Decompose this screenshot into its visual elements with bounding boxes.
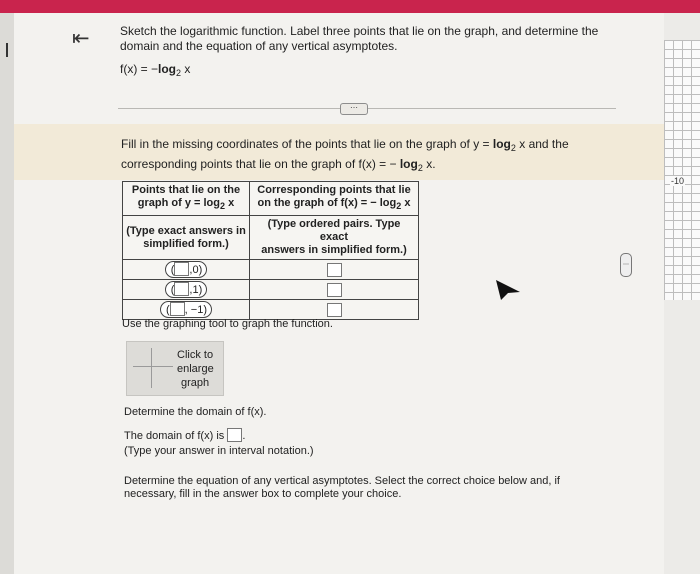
enlarge-line3: graph (181, 377, 210, 389)
domain-period: . (242, 430, 246, 442)
left-edge-mark (6, 43, 8, 57)
fill-text-a: Fill in the missing coordinates of the points that lie on the graph of y = (121, 137, 493, 151)
x-answer-box-3[interactable] (170, 302, 185, 316)
left-edge (0, 13, 14, 574)
graph-axis-icon (151, 348, 152, 388)
enlarge-graph-button[interactable] (126, 341, 224, 396)
fill-in-instruction (121, 136, 581, 176)
x-answer-box-1[interactable] (174, 262, 189, 276)
asymptote-question: Determine the equation of any vertical asymptotes. Select the correct choice below and, if necessary, fill in the answer box to complete your choice. (124, 475, 560, 500)
header1-line1: Points that lie on the (131, 184, 241, 196)
point-cell (123, 300, 250, 320)
domain-answer-line (124, 428, 245, 442)
points-table (122, 181, 419, 320)
function-log: log (158, 62, 177, 76)
mouse-cursor-icon (494, 278, 522, 302)
corresponding-answer-box-1[interactable] (327, 263, 342, 277)
top-bar (0, 0, 700, 13)
domain-hint: (Type your answer in interval notation.) (124, 445, 314, 457)
enlarge-line2: enlarge (177, 363, 214, 375)
header2-line2a: on the graph of f(x) = − log (257, 197, 397, 209)
point-pair: ( , −1) (160, 301, 212, 318)
point-y-1: ,0) (189, 264, 203, 276)
sub2-line1: (Type ordered pairs. Type exact (267, 218, 401, 243)
point-pair: ( ,0) (165, 261, 208, 278)
point-y-3: , −1) (184, 304, 207, 316)
fill-log-1: log (492, 137, 511, 151)
fill-base-1: 2 (510, 143, 516, 153)
subheader-left (123, 216, 250, 260)
domain-label: The domain of f(x) is (124, 430, 225, 442)
table-header-row (123, 182, 419, 216)
x-answer-box-2[interactable] (174, 282, 189, 296)
function-var: x (184, 62, 191, 76)
enlarge-line1: Click to (177, 349, 214, 361)
fill-base-2: 2 (417, 163, 423, 173)
header1-line2a: graph of y = log (137, 197, 220, 209)
corresponding-cell (250, 300, 419, 320)
sub1-line2: simplified form.) (143, 237, 229, 250)
table-row (123, 260, 419, 280)
corresponding-cell (250, 280, 419, 300)
graph-axis-icon (133, 366, 173, 367)
side-expand-button[interactable]: ⋯ (620, 253, 632, 277)
subheader-right (250, 216, 419, 260)
point-cell (123, 260, 250, 280)
header1-base: 2 (220, 201, 226, 211)
table-subheader-row (123, 216, 419, 260)
side-graph-label: -10 (671, 176, 685, 186)
corresponding-cell (250, 260, 419, 280)
expand-button[interactable]: ⋯ (340, 103, 368, 115)
graph-instruction: Use the graphing tool to graph the function. (122, 318, 333, 330)
table-row (123, 300, 419, 320)
header1-line2c: x (225, 197, 235, 209)
enlarge-graph-label (177, 348, 214, 390)
domain-answer-box[interactable] (227, 428, 242, 442)
fill-text-b: x and the corresponding points that lie on the graph of f(x) = − (121, 137, 569, 171)
corresponding-answer-box-2[interactable] (327, 283, 342, 297)
back-to-start-icon[interactable]: ⇤ (72, 27, 90, 50)
point-y-2: ,1) (189, 284, 203, 296)
header2-base: 2 (396, 201, 402, 211)
function-prefix: f(x) = − (120, 62, 159, 76)
point-pair: ( ,1) (165, 281, 208, 298)
header-points-y (123, 182, 250, 216)
sub1-line1: (Type exact answers in (126, 224, 246, 237)
header2-line1: Corresponding points that lie (257, 184, 411, 196)
domain-question: Determine the domain of f(x). (124, 406, 267, 418)
header-points-fx (250, 182, 419, 216)
header2-line2c: x (401, 197, 411, 209)
corresponding-answer-box-3[interactable] (327, 303, 342, 317)
fill-log-2: log (399, 157, 418, 171)
sub2-line2: answers in simplified form.) (261, 244, 407, 256)
point-cell (123, 280, 250, 300)
question-text: Sketch the logarithmic function. Label three points that lie on the graph, and determine the domain and the equation of any vertical asymptotes. (120, 24, 599, 53)
fill-text-c: x. (422, 157, 436, 171)
table-row (123, 280, 419, 300)
side-graph-grid (664, 40, 700, 300)
function-base: 2 (176, 68, 182, 78)
function-expression (120, 62, 190, 78)
